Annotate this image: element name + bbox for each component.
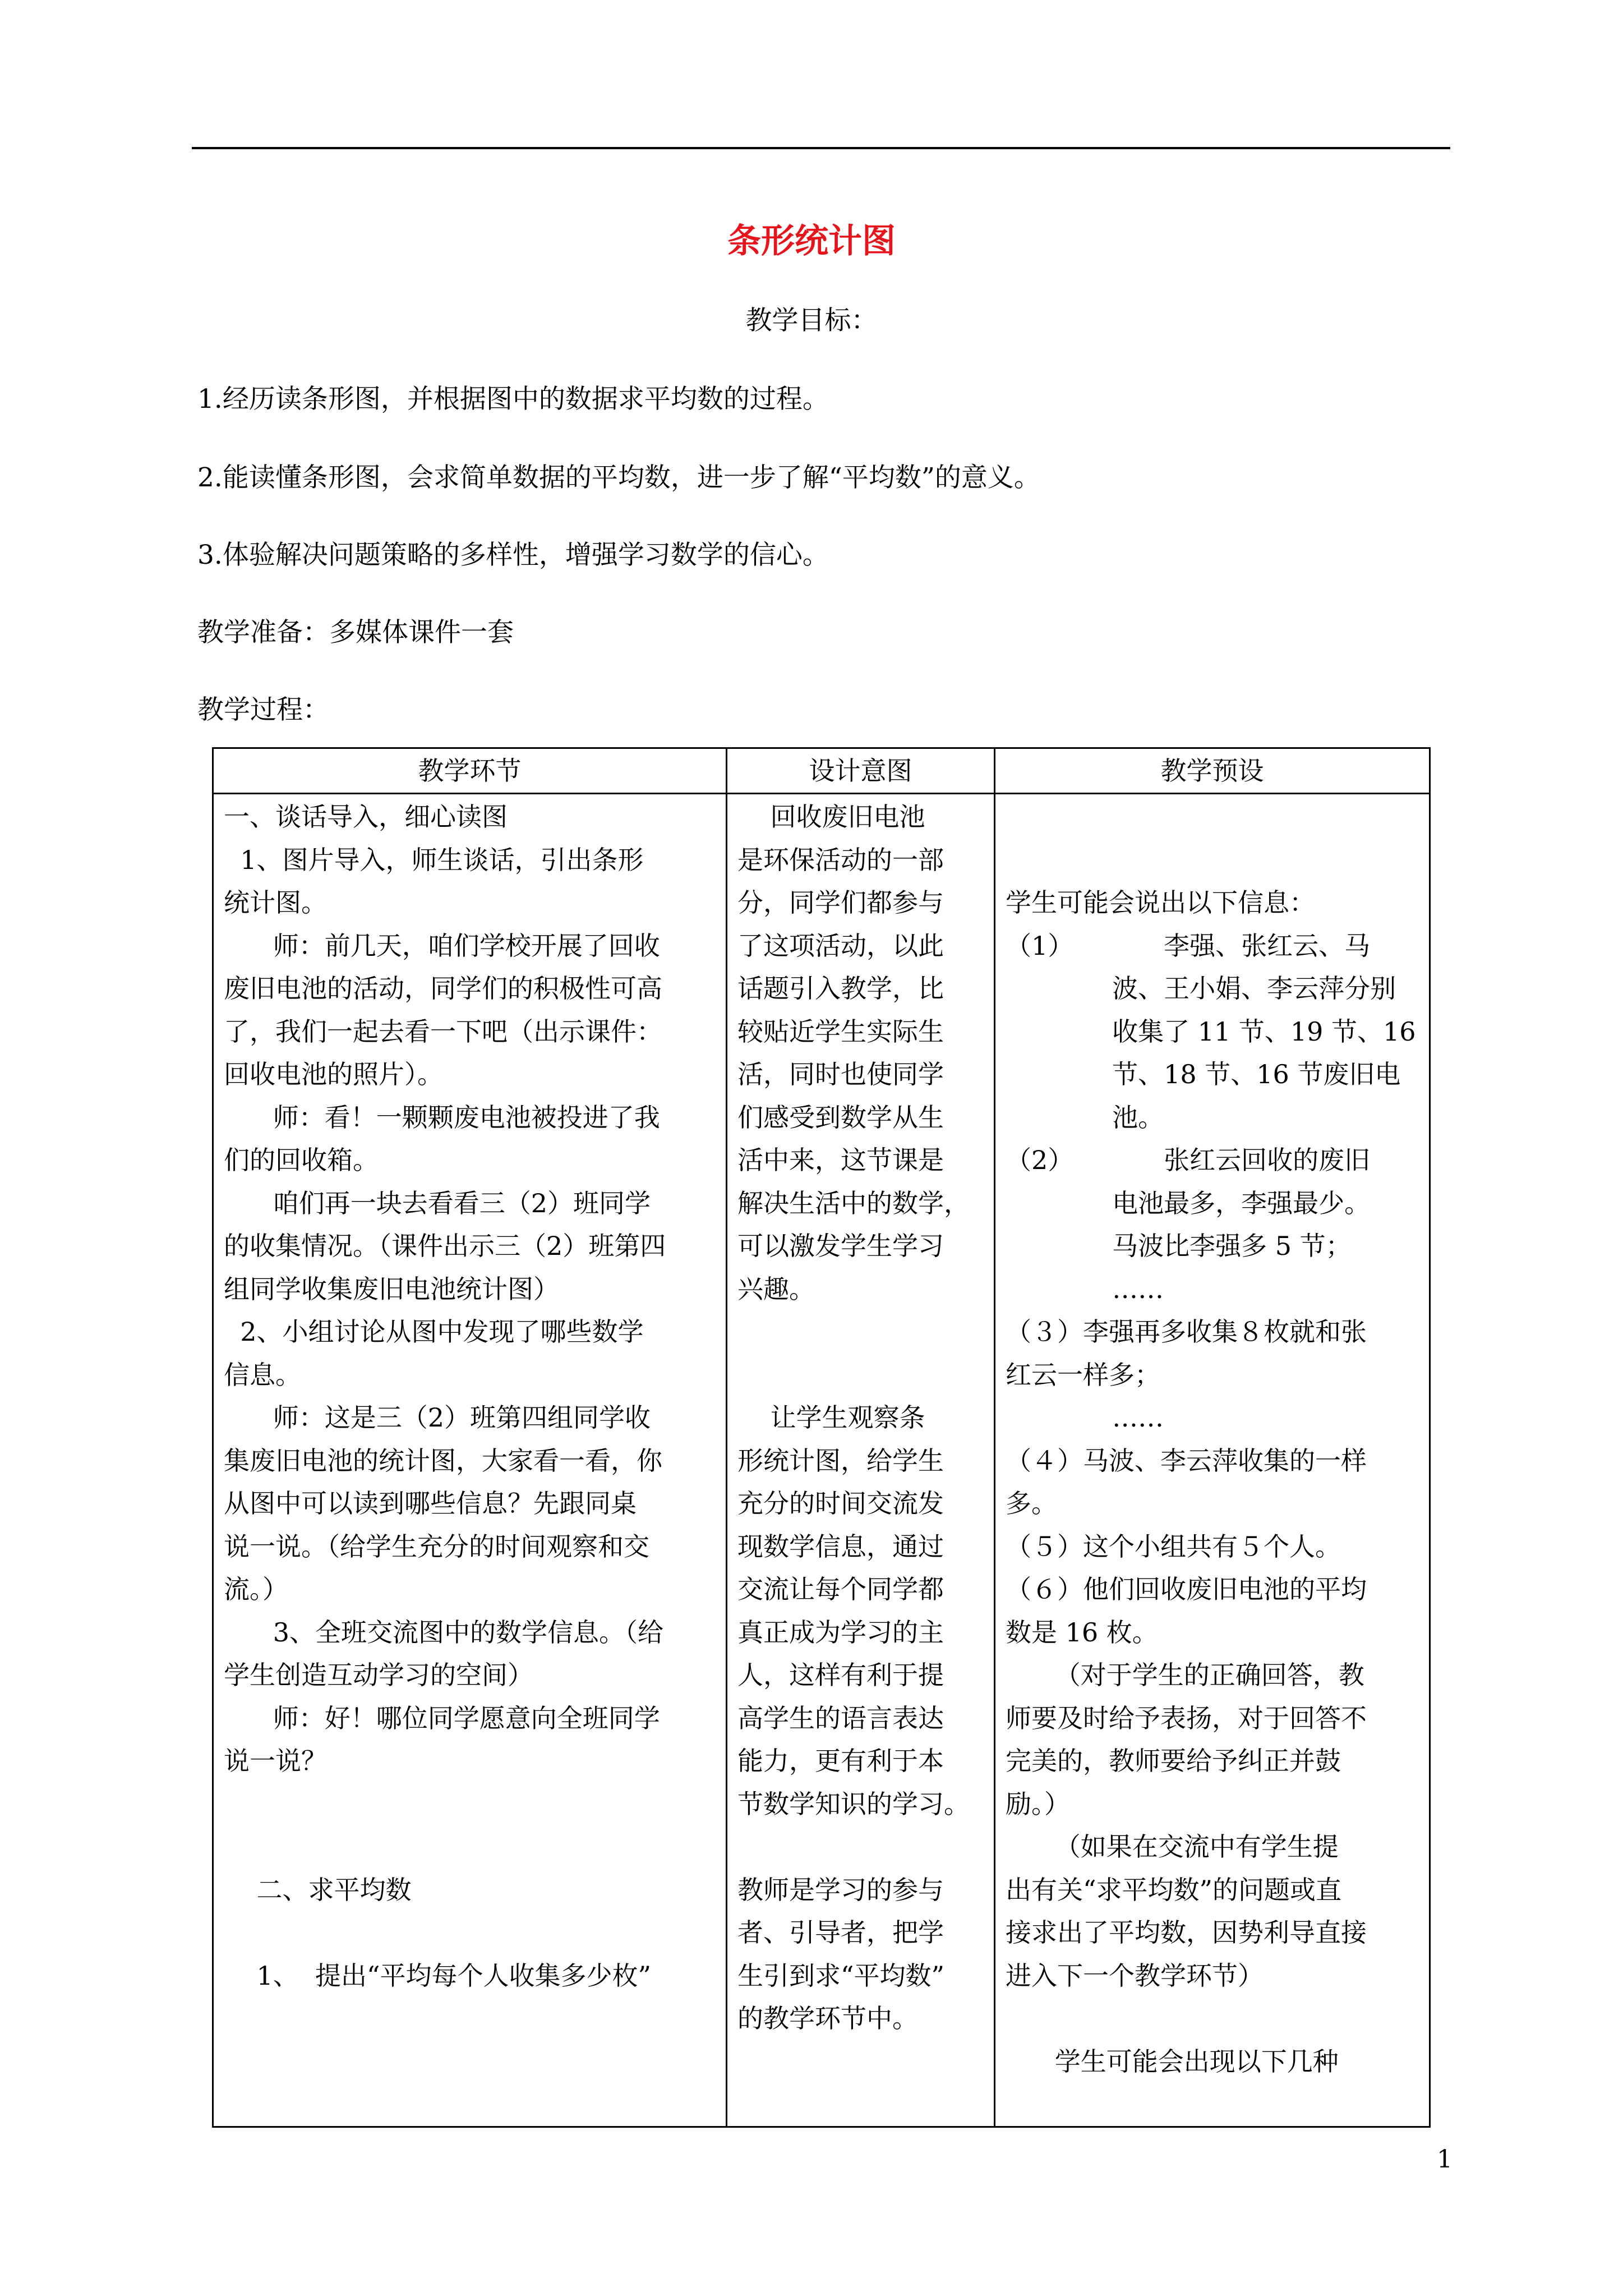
teaching-stage-line: 师：好！哪位同学愿意向全班同学 bbox=[224, 1703, 660, 1733]
teaching-stage-line: 3、全班交流图中的数学信息。（给 bbox=[224, 1617, 663, 1648]
design-intent-line: 分，同学们都参与 bbox=[737, 887, 944, 918]
teaching-preset-line: （对于学生的正确回答，教 bbox=[1006, 1660, 1364, 1690]
design-intent-line: 活中来，这节课是 bbox=[737, 1145, 944, 1175]
design-intent-line: 们感受到数学从生 bbox=[737, 1102, 944, 1133]
teaching-stage-line: 二、求平均数 bbox=[224, 1874, 412, 1905]
teaching-preset-line: 完美的，教师要给予纠正并鼓 bbox=[1006, 1746, 1341, 1776]
teaching-preset-line: （如果在交流中有学生提 bbox=[1006, 1832, 1339, 1862]
teaching-preset-line: 接求出了平均数，因势利导直接 bbox=[1006, 1917, 1367, 1948]
teaching-preset-line: 收集了 11 节、19 节、16 bbox=[1006, 1016, 1416, 1047]
design-intent-line: 的教学环节中。 bbox=[737, 2003, 918, 2033]
design-intent-line: 高学生的语言表达 bbox=[737, 1703, 944, 1733]
teaching-stage-line: 1、 提出“平均每个人收集多少枚” bbox=[224, 1960, 652, 1991]
teaching-preset-line: …… bbox=[1006, 1402, 1164, 1433]
teaching-stage-line: 2、小组讨论从图中发现了哪些数学 bbox=[224, 1317, 644, 1347]
teaching-stage-line: 师：这是三（2）班第四组同学收 bbox=[224, 1402, 651, 1433]
design-intent-line: 者、引导者，把学 bbox=[737, 1917, 944, 1948]
design-intent-line: 较贴近学生实际生 bbox=[737, 1016, 944, 1047]
design-intent-line: 可以激发学生学习 bbox=[737, 1231, 944, 1261]
teaching-stage-line: 统计图。 bbox=[224, 887, 327, 918]
teaching-stage-line: 集废旧电池的统计图，大家看一看，你 bbox=[224, 1445, 662, 1476]
teaching-stage-line: 师：看！一颗颗废电池被投进了我 bbox=[224, 1102, 660, 1133]
teaching-preset-line: （1） 李强、张红云、马 bbox=[1006, 930, 1371, 961]
teaching-stage-line: 说一说？ bbox=[224, 1746, 327, 1776]
teaching-stage-line: 的收集情况。（课件出示三（2）班第四 bbox=[224, 1231, 666, 1261]
teaching-stage-line: 信息。 bbox=[224, 1359, 301, 1390]
process-heading: 教学过程： bbox=[197, 694, 329, 725]
table-header-row bbox=[213, 748, 1430, 794]
teaching-preset-line: 出有关“求平均数”的问题或直 bbox=[1006, 1874, 1342, 1905]
design-intent-line: 回收废旧电池 bbox=[737, 802, 925, 832]
teaching-stage-line: 组同学收集废旧电池统计图） bbox=[224, 1273, 559, 1304]
header-rule bbox=[192, 147, 1450, 149]
design-intent-line: 人，这样有利于提 bbox=[737, 1660, 944, 1690]
teaching-preset-line: 红云一样多； bbox=[1006, 1359, 1160, 1390]
teaching-preset-line: 师要及时给予表扬，对于回答不 bbox=[1006, 1703, 1367, 1733]
page-number: 1 bbox=[1437, 2145, 1453, 2174]
teaching-preset-line: …… bbox=[1006, 1273, 1164, 1304]
teaching-stage-line: 咱们再一块去看看三（2）班同学 bbox=[224, 1188, 651, 1218]
design-intent-line: 生引到求“平均数” bbox=[737, 1960, 945, 1991]
design-intent-line: 教师是学习的参与 bbox=[737, 1874, 944, 1905]
teaching-preset-line: 节、18 节、16 节废旧电 bbox=[1006, 1059, 1401, 1089]
document-title: 条形统计图 bbox=[727, 222, 896, 261]
teaching-preset-line: 进入下一个教学环节） bbox=[1006, 1960, 1264, 1991]
preparation-line: 教学准备：多媒体课件一套 bbox=[197, 617, 514, 648]
teaching-stage-line: 们的回收箱。 bbox=[224, 1145, 379, 1175]
teaching-preset-line: （2） 张红云回收的废旧 bbox=[1006, 1145, 1371, 1175]
teaching-stage-line: 说一说。（给学生充分的时间观察和交 bbox=[224, 1531, 649, 1562]
teaching-preset-line: 学生可能会说出以下信息： bbox=[1006, 887, 1315, 918]
design-intent-line: 话题引入教学，比 bbox=[737, 973, 944, 1004]
design-intent-line: 交流让每个同学都 bbox=[737, 1574, 944, 1604]
teaching-preset-line: （５）这个小组共有５个人。 bbox=[1006, 1531, 1341, 1562]
goal-item-2: 2.能读懂条形图，会求简单数据的平均数，进一步了解“平均数”的意义。 bbox=[197, 462, 1040, 493]
header-teaching-stage: 教学环节 bbox=[213, 748, 727, 794]
lesson-table bbox=[212, 747, 1431, 2128]
design-intent-cell bbox=[737, 795, 984, 2125]
teaching-stage-line: 师：前几天，咱们学校开展了回收 bbox=[224, 930, 660, 961]
teaching-stage-line: 了，我们一起去看一下吧（出示课件： bbox=[224, 1016, 662, 1047]
teaching-stage-cell bbox=[224, 795, 716, 2125]
goal-item-1: 1.经历读条形图，并根据图中的数据求平均数的过程。 bbox=[197, 384, 829, 415]
goals-heading: 教学目标： bbox=[745, 305, 878, 336]
teaching-stage-line: 一、谈话导入，细心读图 bbox=[224, 802, 508, 832]
design-intent-line: 了这项活动，以此 bbox=[737, 930, 944, 961]
teaching-preset-line: 数是 16 枚。 bbox=[1006, 1617, 1158, 1648]
teaching-stage-line: 学生创造互动学习的空间） bbox=[224, 1660, 533, 1690]
teaching-preset-line: 波、王小娟、李云萍分别 bbox=[1006, 973, 1396, 1004]
teaching-preset-line: 励。） bbox=[1006, 1788, 1070, 1819]
goal-item-3: 3.体验解决问题策略的多样性，增强学习数学的信心。 bbox=[197, 540, 829, 570]
design-intent-line: 节数学知识的学习。 bbox=[737, 1788, 970, 1819]
design-intent-line: 现数学信息，通过 bbox=[737, 1531, 944, 1562]
teaching-stage-line: 废旧电池的活动，同学们的积极性可高 bbox=[224, 973, 662, 1004]
header-design-intent: 设计意图 bbox=[727, 748, 995, 794]
design-intent-line: 形统计图，给学生 bbox=[737, 1445, 944, 1476]
teaching-preset-line: 池。 bbox=[1006, 1102, 1164, 1133]
teaching-stage-line: 流。） bbox=[224, 1574, 288, 1604]
design-intent-line: 是环保活动的一部 bbox=[737, 844, 944, 875]
design-intent-line: 能力，更有利于本 bbox=[737, 1746, 944, 1776]
teaching-preset-line: （４）马波、李云萍收集的一样 bbox=[1006, 1445, 1367, 1476]
design-intent-line: 真正成为学习的主 bbox=[737, 1617, 944, 1648]
design-intent-line: 解决生活中的数学， bbox=[737, 1188, 970, 1218]
design-intent-line: 让学生观察条 bbox=[737, 1402, 925, 1433]
teaching-preset-line: 马波比李强多 5 节； bbox=[1006, 1231, 1352, 1261]
table-row bbox=[213, 794, 1430, 2127]
design-intent-line: 兴趣。 bbox=[737, 1273, 815, 1304]
teaching-preset-line: 电池最多，李强最少。 bbox=[1006, 1188, 1371, 1218]
teaching-preset-line: 多。 bbox=[1006, 1488, 1057, 1519]
header-teaching-preset: 教学预设 bbox=[995, 748, 1430, 794]
design-intent-line: 充分的时间交流发 bbox=[737, 1488, 944, 1519]
teaching-stage-line: 从图中可以读到哪些信息？先跟同桌 bbox=[224, 1488, 637, 1519]
teaching-preset-line: 学生可能会出现以下几种 bbox=[1006, 2046, 1339, 2077]
teaching-stage-line: 1、图片导入，师生谈话，引出条形 bbox=[224, 844, 644, 875]
teaching-stage-line: 回收电池的照片）。 bbox=[224, 1059, 443, 1089]
teaching-preset-line: （６）他们回收废旧电池的平均 bbox=[1006, 1574, 1367, 1604]
teaching-preset-line: （３）李强再多收集８枚就和张 bbox=[1006, 1317, 1367, 1347]
design-intent-line: 活，同时也使同学 bbox=[737, 1059, 944, 1089]
teaching-preset-cell bbox=[1006, 795, 1419, 2125]
